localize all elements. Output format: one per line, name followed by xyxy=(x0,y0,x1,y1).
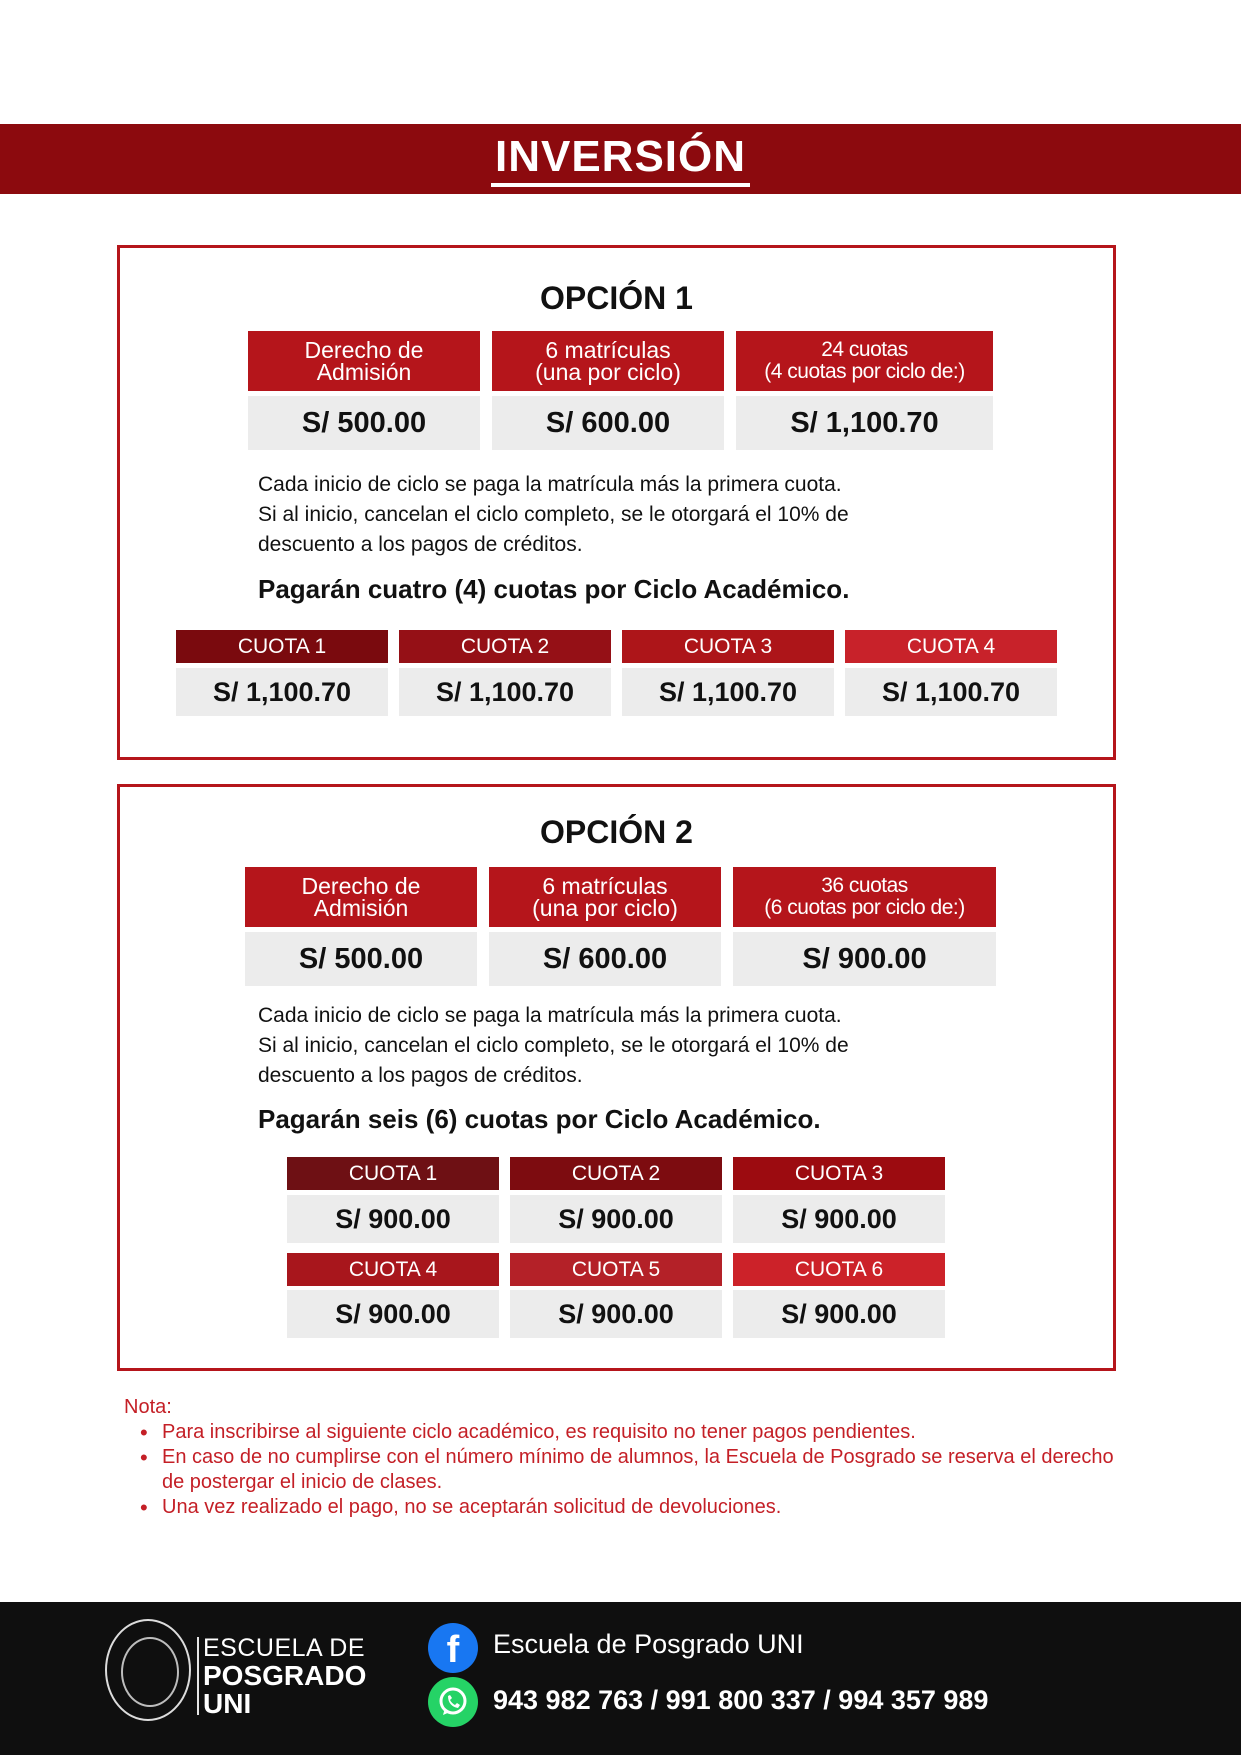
option1-admission-value: S/ 500.00 xyxy=(248,396,480,450)
page-title: INVERSIÓN xyxy=(0,132,1241,182)
option2-note: Cada inicio de ciclo se paga la matrícula más la primera cuota. Si al inicio, cancelan el ciclo completo, se le otorgará el 10% de descuento a los pagos de créditos. xyxy=(258,1004,849,1087)
school-logo-text: ESCUELA DE POSGRADO UNI xyxy=(203,1634,367,1719)
option2-cuota3-value: S/ 900.00 xyxy=(733,1195,945,1243)
note-item: • Para inscribirse al siguiente ciclo académico, es requisito no tener pagos pendientes. xyxy=(136,1420,1126,1445)
option1-box xyxy=(117,245,1116,760)
option1-cuota4-value: S/ 1,100.70 xyxy=(845,668,1057,716)
option1-cuota1-header: CUOTA 1 xyxy=(176,630,388,663)
option2-box xyxy=(117,784,1116,1371)
option2-cuota6-value: S/ 900.00 xyxy=(733,1290,945,1338)
option2-admission-value: S/ 500.00 xyxy=(245,932,477,986)
option2-cuota3-header: CUOTA 3 xyxy=(733,1157,945,1190)
option2-cuota5-value: S/ 900.00 xyxy=(510,1290,722,1338)
option2-enrollment-value: S/ 600.00 xyxy=(489,932,721,986)
option1-installments-header: 24 cuotas (4 cuotas por ciclo de:) xyxy=(736,331,993,391)
option2-cuota2-header: CUOTA 2 xyxy=(510,1157,722,1190)
footer-divider xyxy=(197,1637,199,1715)
option2-enrollment-header: 6 matrículas (una por ciclo) xyxy=(489,867,721,927)
option1-cuota4-header: CUOTA 4 xyxy=(845,630,1057,663)
option2-admission-header: Derecho de Admisión xyxy=(245,867,477,927)
option2-summary: Pagarán seis (6) cuotas por Ciclo Académico. xyxy=(258,1104,821,1134)
notes-section xyxy=(124,1395,1126,1520)
option2-installments-header: 36 cuotas (6 cuotas por ciclo de:) xyxy=(733,867,996,927)
whatsapp-phone-glyph xyxy=(437,1686,469,1718)
notes-title: Nota: xyxy=(124,1396,172,1418)
option1-cuota2-value: S/ 1,100.70 xyxy=(399,668,611,716)
whatsapp-numbers[interactable]: 943 982 763 / 991 800 337 / 994 357 989 xyxy=(493,1685,989,1715)
note-item: • En caso de no cumplirse con el número mínimo de alumnos, la Escuela de Posgrado se reserva el derecho de postergar el inicio de clases. xyxy=(136,1445,1126,1495)
option1-cuota3-value: S/ 1,100.70 xyxy=(622,668,834,716)
header-banner xyxy=(0,124,1241,194)
option1-cuota3-header: CUOTA 3 xyxy=(622,630,834,663)
option2-cuota4-header: CUOTA 4 xyxy=(287,1253,499,1286)
footer xyxy=(0,1602,1241,1755)
option2-cuota4-value: S/ 900.00 xyxy=(287,1290,499,1338)
note-item: • Una vez realizado el pago, no se aceptarán solicitud de devoluciones. xyxy=(136,1495,1126,1520)
option1-cuota2-header: CUOTA 2 xyxy=(399,630,611,663)
notes-list xyxy=(136,1420,1126,1520)
facebook-icon[interactable]: f xyxy=(428,1623,478,1673)
option1-title: OPCIÓN 1 xyxy=(540,280,693,316)
option2-cuota5-header: CUOTA 5 xyxy=(510,1253,722,1286)
option2-cuota1-header: CUOTA 1 xyxy=(287,1157,499,1190)
option1-cuota1-value: S/ 1,100.70 xyxy=(176,668,388,716)
option1-note: Cada inicio de ciclo se paga la matrícula más la primera cuota. Si al inicio, cancelan el ciclo completo, se le otorgará el 10% de descuento a los pagos de créditos. xyxy=(258,473,849,556)
option1-summary: Pagarán cuatro (4) cuotas por Ciclo Académico. xyxy=(258,574,850,604)
option1-enrollment-header: 6 matrículas (una por ciclo) xyxy=(492,331,724,391)
whatsapp-icon[interactable] xyxy=(428,1677,478,1727)
option1-admission-header: Derecho de Admisión xyxy=(248,331,480,391)
option2-cuota1-value: S/ 900.00 xyxy=(287,1195,499,1243)
option2-cuota2-value: S/ 900.00 xyxy=(510,1195,722,1243)
option1-installments-value: S/ 1,100.70 xyxy=(736,396,993,450)
option1-enrollment-value: S/ 600.00 xyxy=(492,396,724,450)
university-seal-icon xyxy=(105,1619,191,1721)
facebook-page-link[interactable]: Escuela de Posgrado UNI xyxy=(493,1629,804,1659)
option2-title: OPCIÓN 2 xyxy=(540,814,693,850)
option2-installments-value: S/ 900.00 xyxy=(733,932,996,986)
option2-cuota6-header: CUOTA 6 xyxy=(733,1253,945,1286)
